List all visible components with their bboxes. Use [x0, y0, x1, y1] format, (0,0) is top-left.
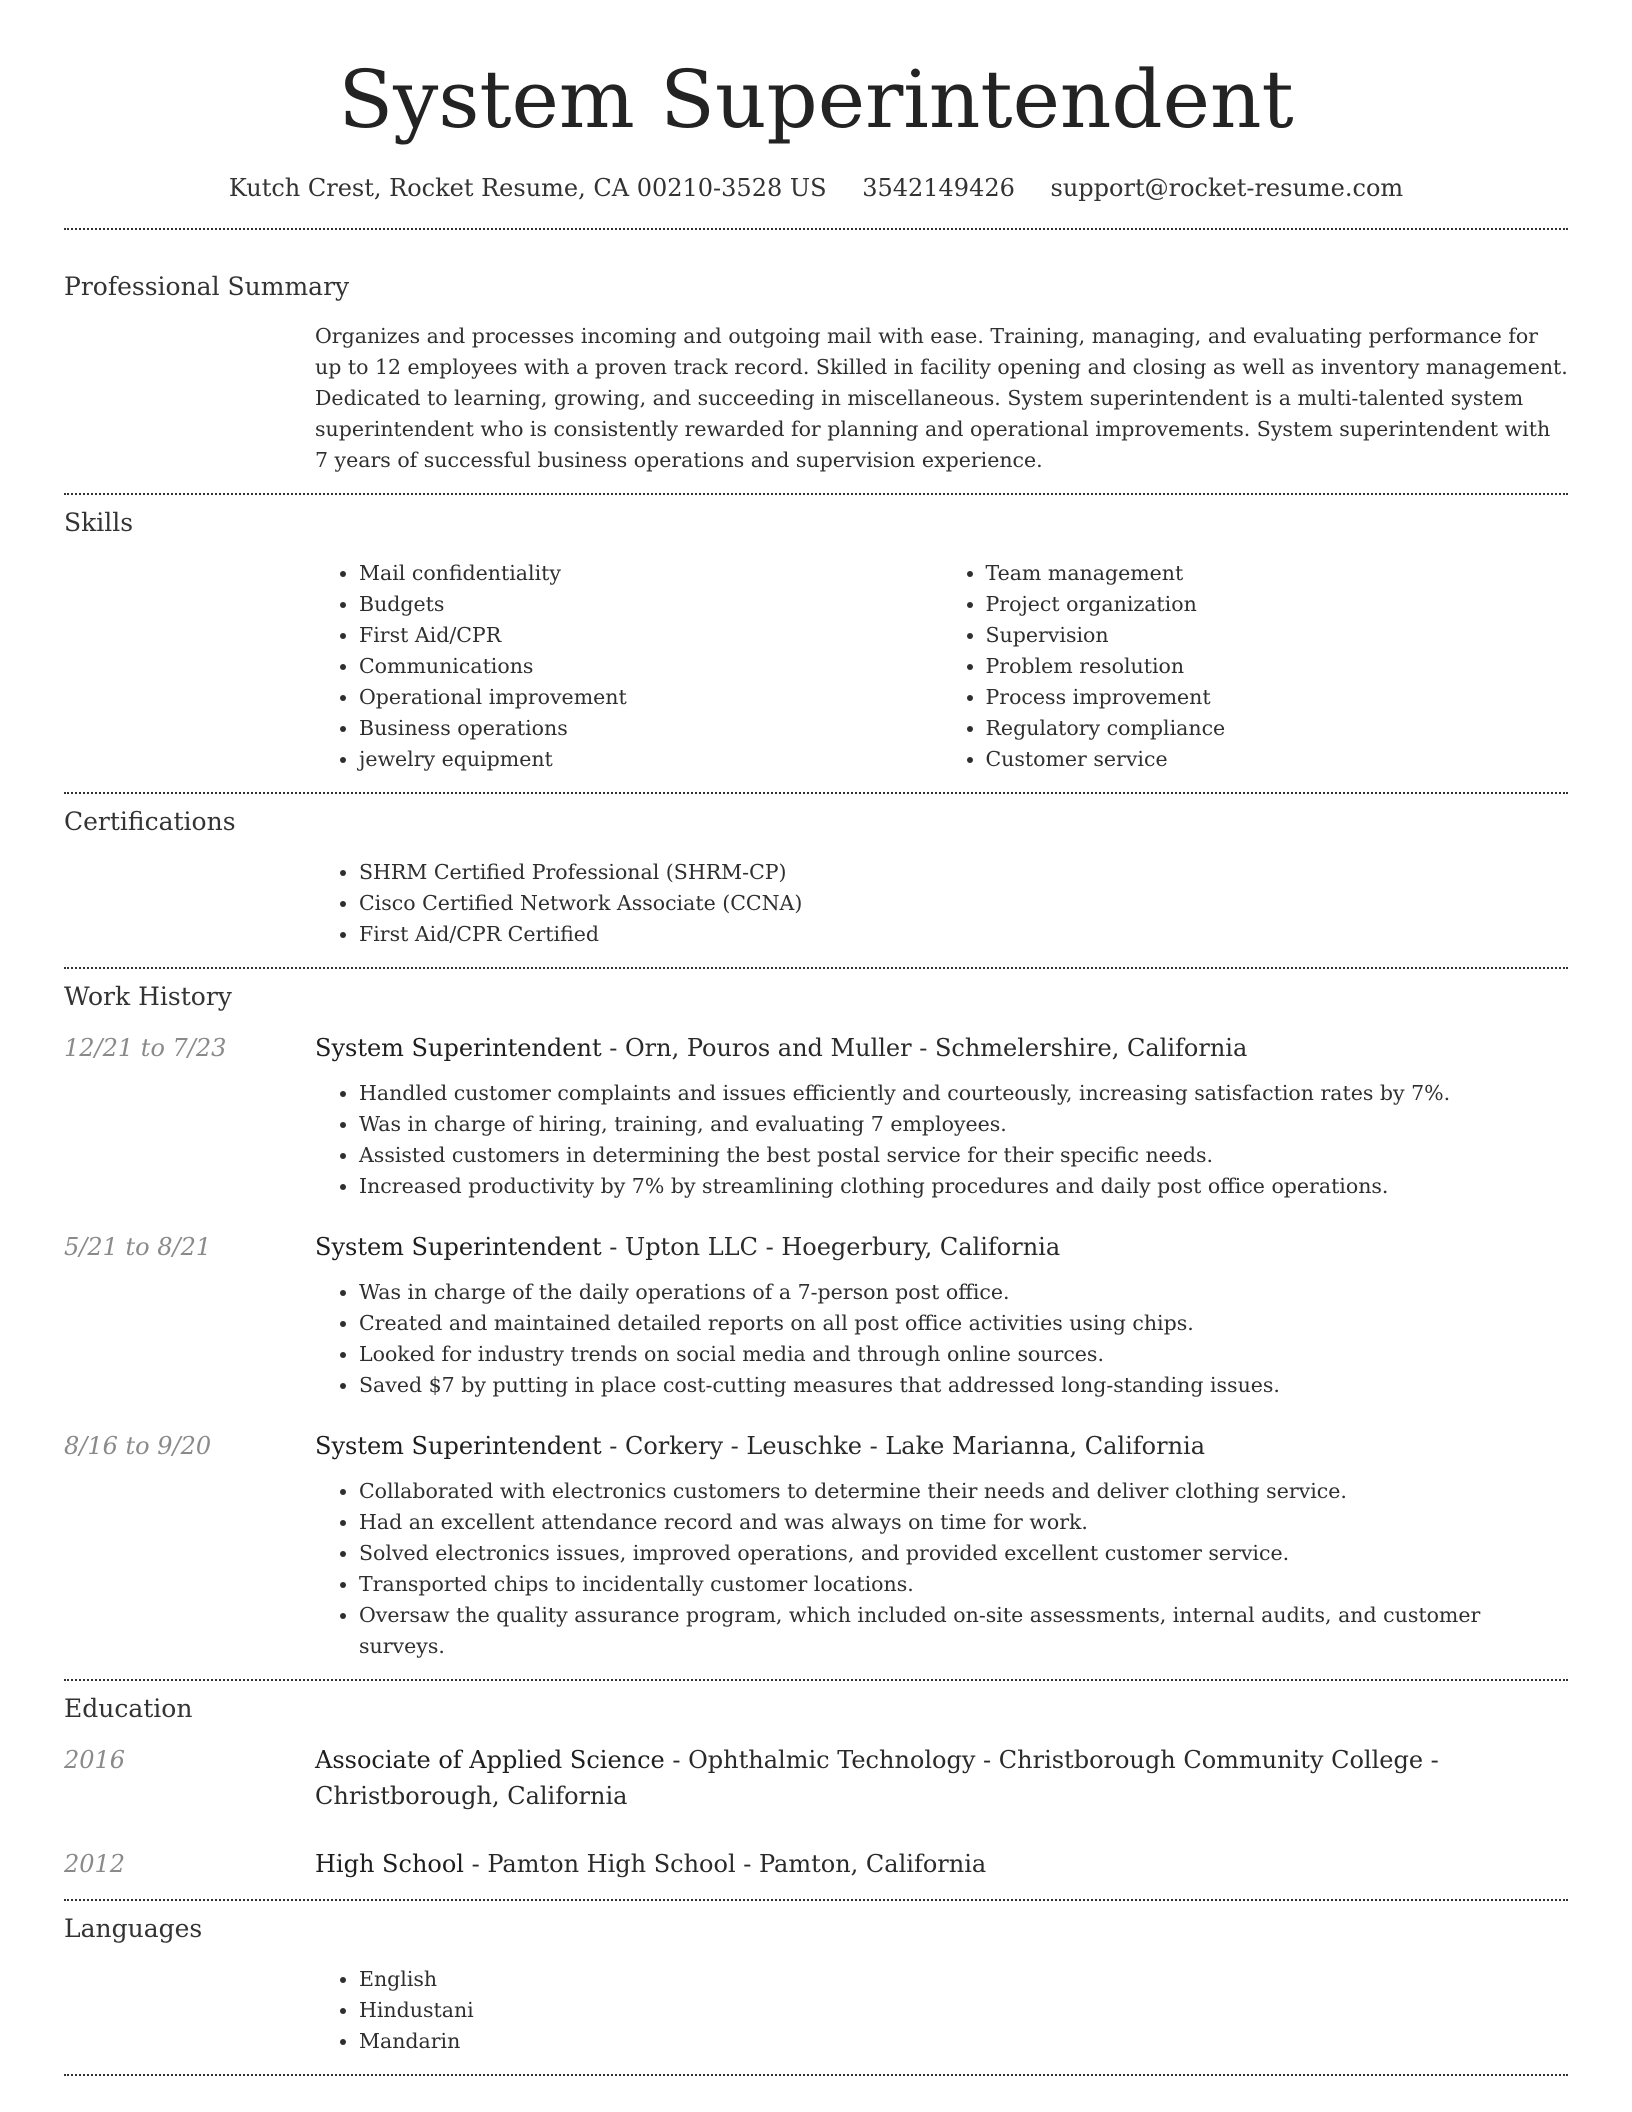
skills-list-left — [315, 558, 942, 775]
skill-item: • Project organization — [986, 589, 1569, 620]
skills-list-right — [942, 558, 1569, 775]
section-divider — [64, 1679, 1568, 1681]
skill-item: • Business operations — [359, 713, 942, 744]
job-bullet: • Transported chips to incidentally customer locations. — [359, 1569, 1568, 1600]
skill-item: • First Aid/CPR — [359, 620, 942, 651]
job-dates: 12/21 to 7/23 — [64, 1034, 227, 1062]
job-role: System Superintendent — [315, 1432, 602, 1460]
education-section — [0, 1692, 1632, 1882]
job-bullet: • Handled customer complaints and issues efficiently and courteously, increasing satisfaction rates by 7%. — [359, 1078, 1568, 1109]
skill-item: • Customer service — [986, 744, 1569, 775]
language-item: • Mandarin — [359, 2026, 1568, 2057]
section-title-education: Education — [64, 1694, 193, 1723]
education-title-line — [315, 1846, 1568, 1882]
education-school-location: - Pamton High School - Pamton, California — [463, 1850, 987, 1878]
skill-item: • Operational improvement — [359, 682, 942, 713]
job-bullet: • Was in charge of the daily operations of a 7-person post office. — [359, 1277, 1568, 1308]
section-divider — [64, 493, 1568, 495]
job-bullet: • Looked for industry trends on social media and through online sources. — [359, 1339, 1568, 1370]
job-employer-location: - Orn, Pouros and Muller - Schmelershire, California — [601, 1034, 1248, 1062]
work-history-section — [0, 980, 1632, 1662]
job-bullet: • Assisted customers in determining the best postal service for their specific needs. — [359, 1140, 1568, 1171]
skill-item: • Budgets — [359, 589, 942, 620]
certification-item: • SHRM Certified Professional (SHRM-CP) — [359, 857, 1568, 888]
job-dates: 5/21 to 8/21 — [64, 1233, 212, 1261]
section-divider — [64, 2074, 1568, 2076]
job-bullet: • Solved electronics issues, improved operations, and provided excellent customer service. — [359, 1538, 1568, 1569]
job-role: System Superintendent — [315, 1233, 602, 1261]
contact-phone: 3542149426 — [862, 174, 1015, 202]
job-role: System Superintendent — [315, 1034, 602, 1062]
job-title-line — [315, 1428, 1568, 1464]
job-bullet: • Saved $7 by putting in place cost-cutting measures that addressed long-standing issues. — [359, 1370, 1568, 1401]
job-bullets — [315, 1277, 1568, 1401]
job-bullet: • Had an excellent attendance record and was always on time for work. — [359, 1507, 1568, 1538]
section-title-skills: Skills — [64, 508, 134, 537]
section-divider — [64, 228, 1568, 230]
contact-line — [0, 170, 1632, 206]
education-entry — [64, 1742, 1568, 1814]
candidate-name: System Superintendent — [338, 53, 1294, 146]
job-employer-location: - Corkery - Leuschke - Lake Marianna, California — [601, 1432, 1206, 1460]
certification-item: • First Aid/CPR Certified — [359, 919, 1568, 950]
certifications-section — [0, 805, 1632, 950]
education-degree: Associate of Applied Science — [315, 1746, 665, 1774]
section-title-certifications: Certifications — [64, 807, 236, 836]
job-entry — [64, 1030, 1568, 1202]
job-employer-location: - Upton LLC - Hoegerbury, California — [601, 1233, 1061, 1261]
job-dates: 8/16 to 9/20 — [64, 1432, 212, 1460]
skill-item: • Supervision — [986, 620, 1569, 651]
language-item: • Hindustani — [359, 1995, 1568, 2026]
languages-list — [315, 1964, 1568, 2057]
job-bullet: • Was in charge of hiring, training, and evaluating 7 employees. — [359, 1109, 1568, 1140]
section-divider — [64, 967, 1568, 969]
section-title-languages: Languages — [64, 1914, 203, 1943]
languages-section — [0, 1912, 1632, 2057]
section-title-summary: Professional Summary — [64, 272, 350, 301]
education-school-location: - Ophthalmic Technology - Christborough Community College - Christborough, California — [315, 1746, 1439, 1810]
job-entry — [64, 1229, 1568, 1401]
resume-header — [0, 0, 1632, 206]
education-year: 2016 — [64, 1746, 126, 1774]
job-bullets — [315, 1078, 1568, 1202]
job-title-line — [315, 1030, 1568, 1066]
job-bullets — [315, 1476, 1568, 1662]
skill-item: • jewelry equipment — [359, 744, 942, 775]
skill-item: • Process improvement — [986, 682, 1569, 713]
skill-item: • Communications — [359, 651, 942, 682]
job-bullet: • Oversaw the quality assurance program, which included on-site assessments, internal audits, and customer surveys. — [359, 1600, 1568, 1662]
skill-item: • Mail confidentiality — [359, 558, 942, 589]
skill-item: • Regulatory compliance — [986, 713, 1569, 744]
certification-item: • Cisco Certified Network Associate (CCNA) — [359, 888, 1568, 919]
skills-columns — [315, 558, 1568, 775]
language-item: • English — [359, 1964, 1568, 1995]
contact-address: Kutch Crest, Rocket Resume, CA 00210-3528 US — [228, 174, 827, 202]
section-title-work-history: Work History — [64, 982, 232, 1011]
job-bullet: • Increased productivity by 7% by streamlining clothing procedures and daily post office operations. — [359, 1171, 1568, 1202]
job-bullet: • Created and maintained detailed reports on all post office activities using chips. — [359, 1308, 1568, 1339]
skill-item: • Team management — [986, 558, 1569, 589]
education-entry — [64, 1846, 1568, 1882]
section-divider — [64, 792, 1568, 794]
skills-section — [0, 506, 1632, 775]
section-divider — [64, 1899, 1568, 1901]
job-entry — [64, 1428, 1568, 1662]
education-title-line — [315, 1742, 1568, 1814]
contact-email: support@rocket-resume.com — [1050, 174, 1404, 202]
certifications-list — [315, 857, 1568, 950]
skill-item: • Problem resolution — [986, 651, 1569, 682]
education-year: 2012 — [64, 1850, 126, 1878]
summary-section — [0, 270, 1632, 476]
education-degree: High School — [315, 1850, 464, 1878]
job-bullet: • Collaborated with electronics customers to determine their needs and deliver clothing service. — [359, 1476, 1568, 1507]
job-title-line — [315, 1229, 1568, 1265]
summary-text: Organizes and processes incoming and outgoing mail with ease. Training, managing, and evaluating performance for up to 12 employees with a proven track record. Skilled in facility opening and closing as well as inventory management. Dedicated to learning, growing, and succeeding in miscellaneous. System superintendent is a multi-talented system superintendent who is consistently rewarded for planning and operational improvements. System superintendent with 7 years of successful business operations and supervision experience. — [315, 324, 1568, 472]
